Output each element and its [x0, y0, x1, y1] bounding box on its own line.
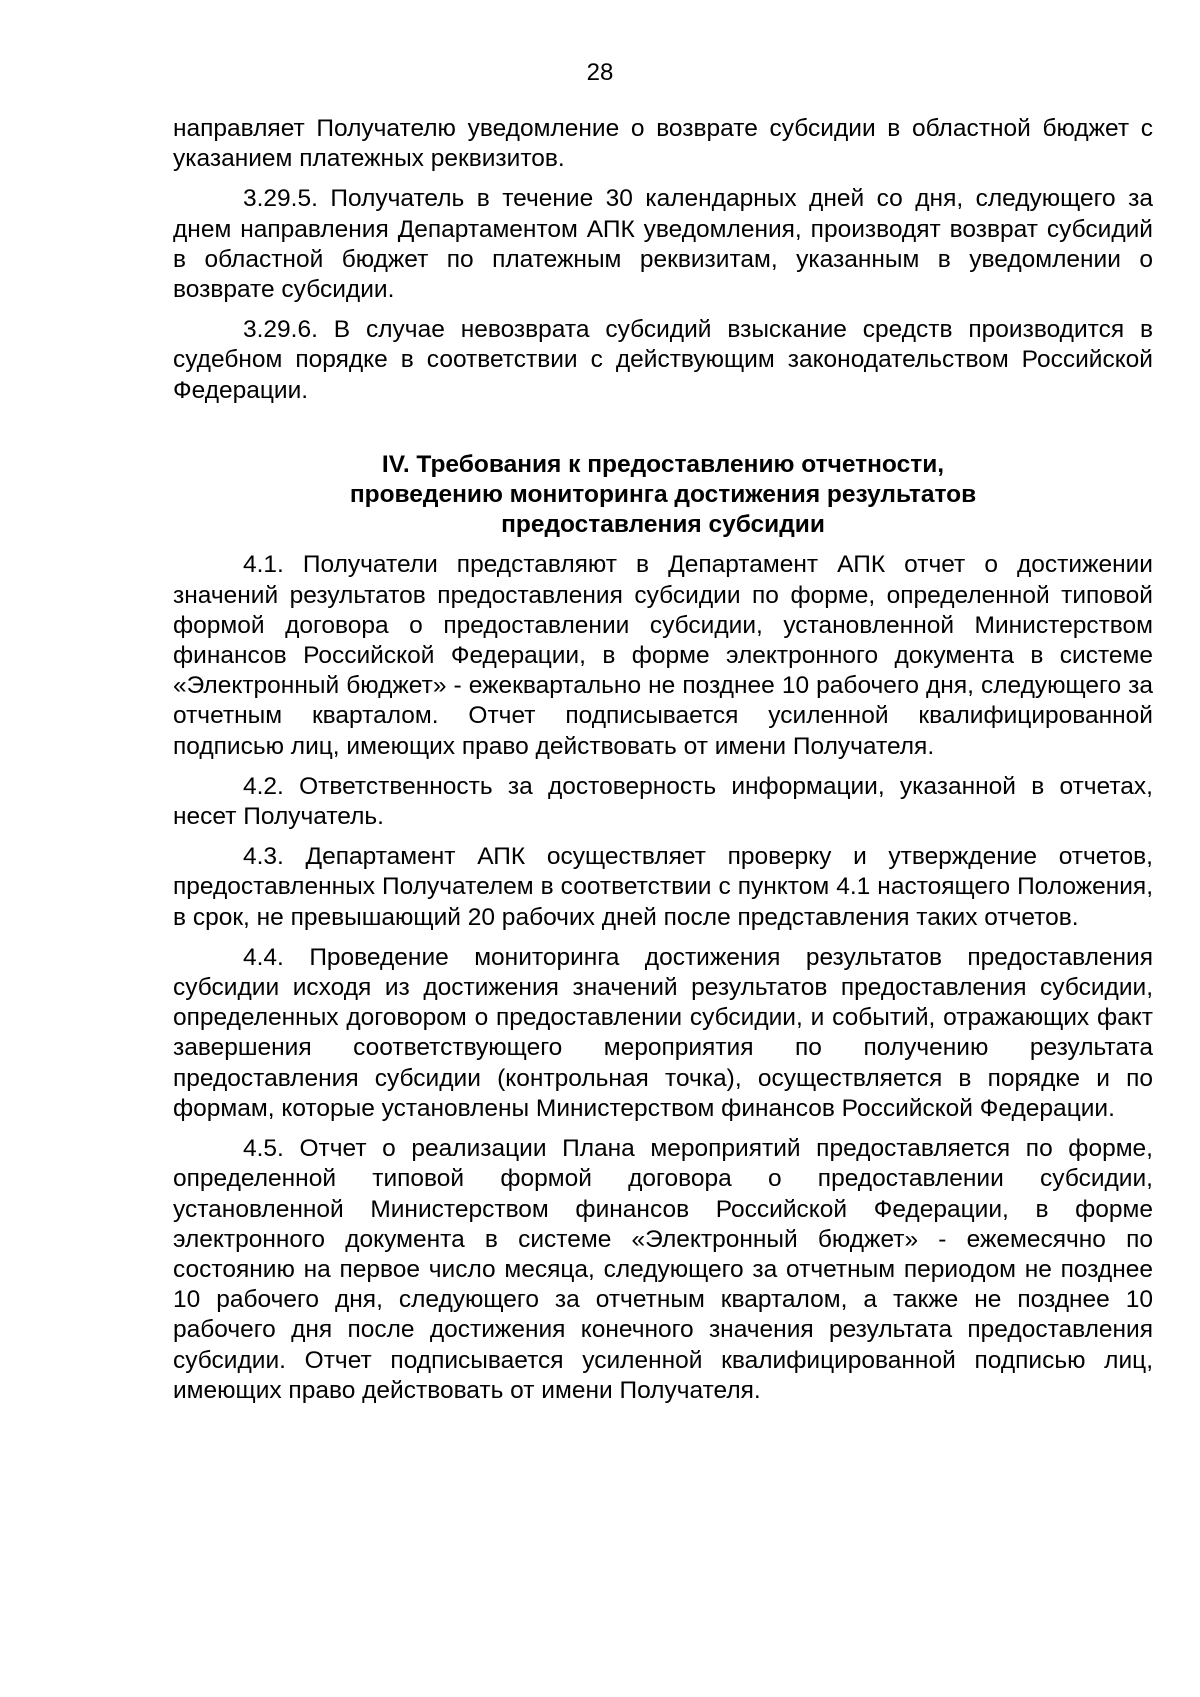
paragraph: 3.29.6. В случае невозврата субсидий взыскание средств производится в судебном порядке в соответствии с действующим законодательством Российской Федерации.: [173, 316, 1153, 404]
page-number: 28: [586, 59, 614, 86]
paragraph: 4.1. Получатели представляют в Департамент АПК отчет о достижении значений результатов предоставления субсидии по форме, определенной типовой формой договора о предоставлении субсидии, установленной Министерством финансов Российской Федерации, в форме электронного документа в системе «Электронный бюджет» - ежеквартально не позднее 10 рабочего дня, следующего за отчетным кварталом. Отчет подписывается усиленной квалифицированной подписью лиц, имеющих право действовать от имени Получателя.: [173, 551, 1153, 760]
section-heading: [173, 450, 1153, 541]
paragraph: 4.2. Ответственность за достоверность информации, указанной в отчетах, несет Получатель.: [173, 772, 1153, 831]
paragraphs-after-section: [173, 550, 1153, 1405]
document-body: [173, 114, 1153, 1416]
paragraph: направляет Получателю уведомление о возврате субсидии в областной бюджет с указанием платежных реквизитов.: [173, 115, 1153, 173]
section-heading-line: IV. Требования к предоставлению отчетности,: [381, 450, 945, 478]
paragraph: 3.29.5. Получатель в течение 30 календарных дней со дня, следующего за днем направления Департаментом АПК уведомления, производят возврат субсидий в областной бюджет по платежным реквизитам, указанным в уведомлении о возврате субсидии.: [173, 185, 1153, 304]
paragraph: 4.5. Отчет о реализации Плана мероприятий предоставляется по форме, определенной типовой формой договора о предоставлении субсидии, установленной Министерством финансов Российской Федерации, в форме электронного документа в системе «Электронный бюджет» - ежемесячно по состоянию на первое число месяца, следующего за отчетным периодом не позднее 10 рабочего дня, следующего за отчетным кварталом, а также не позднее 10 рабочего дня после достижения конечного значения результата предоставления субсидии. Отчет подписывается усиленной квалифицированной подписью лиц, имеющих право действовать от имени Получателя.: [173, 1135, 1153, 1404]
paragraphs-before-section: [173, 114, 1153, 406]
paragraph: 4.4. Проведение мониторинга достижения результатов предоставления субсидии исходя из достижения значений результатов предоставления субсидии, определенных договором о предоставлении субсидии, и событий, отражающих факт завершения соответствующего мероприятия по получению результата предоставления субсидии (контрольная точка), осуществляется в порядке и по формам, которые установлены Министерством финансов Российской Федерации.: [173, 943, 1153, 1122]
section-heading-line: предоставления субсидии: [501, 511, 825, 539]
section-heading-line: проведению мониторинга достижения результатов: [349, 481, 977, 509]
paragraph: 4.3. Департамент АПК осуществляет проверку и утверждение отчетов, предоставленных Получателем в соответствии с пунктом 4.1 настоящего Положения, в срок, не превышающий 20 рабочих дней после представления таких отчетов.: [173, 843, 1153, 931]
